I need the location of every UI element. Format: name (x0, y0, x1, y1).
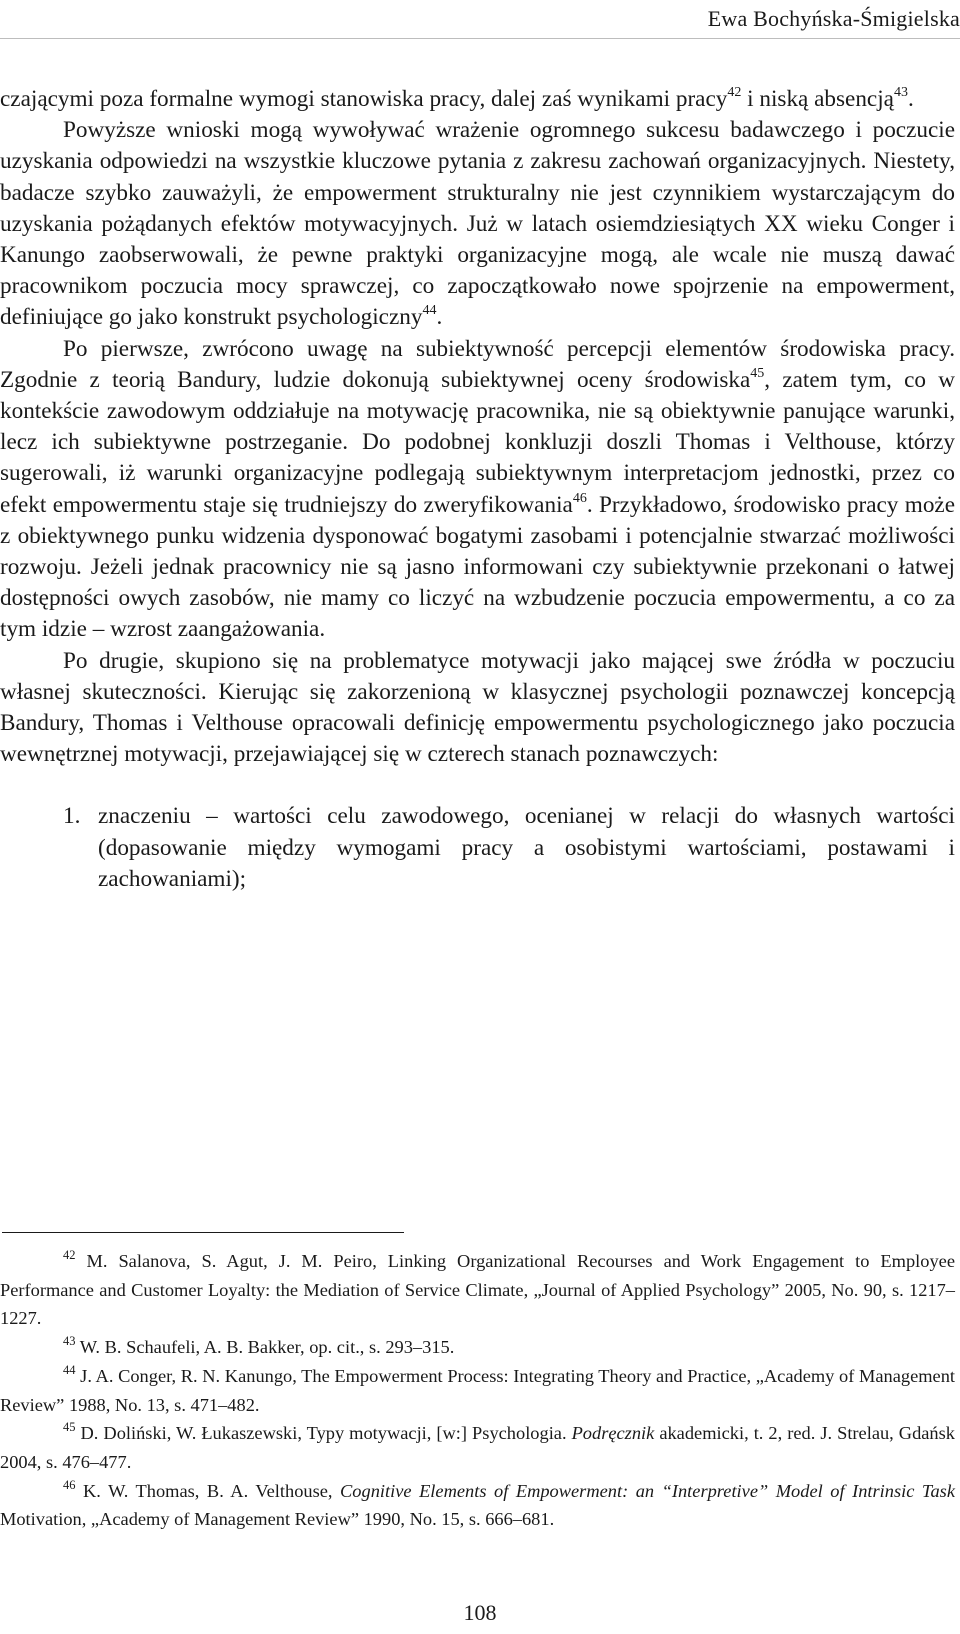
footnote-text: D. Doliński, W. Łukaszewski, Typy motywacji, [w:] Psychologia. (75, 1423, 572, 1444)
paragraph-3-text: Po pierwsze, zwrócono uwagę na subiektywność percepcji elementów środowiska pracy. Zgodnie z teorią Bandury, ludzie dokonują subiektywnej oceny środowiska (0, 335, 955, 393)
footnote-number: 42 (63, 1248, 76, 1262)
footnotes (0, 1247, 955, 1534)
list-item-number: 1. (63, 803, 81, 830)
footnote-ref-46[interactable]: 46 (572, 490, 587, 506)
footnote-ref-44[interactable]: 44 (422, 303, 437, 319)
footnote-text: K. W. Thomas, B. A. Velthouse, (75, 1480, 341, 1501)
paragraph-1-text: czającymi poza formalne wymogi stanowiska pracy, dalej zaś wynikami pracy (0, 86, 728, 112)
paragraph-4 (0, 646, 955, 771)
main-text (0, 84, 955, 895)
footnote-text: M. Salanova, S. Agut, J. M. Peiro, Linking Organizational Recourses and Work Engagement to Employee Performance and Customer Loyalty: the Mediation of Service Climate, „Journal of Applied Psychology” 2005, No. 90, s. 1217–1227. (0, 1251, 955, 1329)
footnote-text-2: akademicki, t. 2, red. J. Strelau, Gdańsk 2004, s. 476–477. (0, 1423, 955, 1472)
paragraph-1-text-2: i niską absencją (741, 86, 894, 112)
paragraph-3-text-2: , zatem tym, co w kontekście zawodowym oddziałuje na motywację pracownika, nie są obiektywnie panujące warunki, lecz ich subiektywne postrzeganie. Do podobnej konkluzji doszli Thomas i Velthouse, którzy sugerowali, iż warunki organizacyjne podlegają subiektywnym interpretacjom jednostki, przez co efekt empowermentu staje się trudniejszy do zweryfikowania (0, 366, 955, 518)
footnote-text: J. A. Conger, R. N. Kanungo, The Empowerment Process: Integrating Theory and Practice, „Academy of Management Review” 1988, No. 13, s. 471–482. (0, 1365, 955, 1415)
footnote-number: 46 (63, 1477, 76, 1492)
list-item-text: znaczeniu – wartości celu zawodowego, ocenianej w relacji do własnych wartości (dopasowanie między wymogami pracy a osobistymi wartościami, postawami i zachowaniami); (98, 803, 955, 892)
footnote-number: 44 (63, 1362, 76, 1377)
footnote-45 (0, 1419, 955, 1476)
footnote-text-2: Motivation, „Academy of Management Review” 1990, No. 15, s. 666–681. (0, 1509, 555, 1530)
paragraph-4-text: Po drugie, skupiono się na problematyce motywacji jako mającej swe źródła w poczuciu własnej skuteczności. Kierując się zakorzenioną w klasycznej psychologii poznawczej koncepcją Bandury, Thomas i Velthouse opracowali definicję empowermentu psychologicznego jako poczucia wewnętrznej motywacji, przejawiającej się w czterech stanach poznawczych: (0, 647, 955, 768)
running-header (0, 0, 960, 42)
footnote-ref-42[interactable]: 42 (727, 85, 742, 100)
footnote-43 (0, 1333, 955, 1362)
footnote-number: 43 (63, 1334, 76, 1349)
footnote-46 (0, 1477, 955, 1534)
paragraph-3-text-3: . Przykładowo, środowisko pracy może z obiektywnego punku widzenia dysponować bogatymi zasobami i potencjalnie stwarzać możliwości rozwoju. Jeżeli jednak pracownicy nie są jasno informowani czy subiektywnie przekonani o łatwej dostępności owych zasobów, nie mamy co liczyć na wzbudzenie poczucia empowermentu, a co za tym idzie – wzrost zaangażowania. (0, 491, 955, 643)
paragraph-1-text-3: . (907, 86, 914, 112)
paragraph-1 (0, 84, 955, 115)
footnote-number: 45 (63, 1420, 76, 1435)
numbered-list (0, 801, 955, 895)
list-item (0, 801, 955, 895)
paragraph-3 (0, 334, 955, 646)
footnote-divider (2, 1232, 404, 1233)
page-number: 108 (463, 1600, 497, 1625)
header-author: Ewa Bochyńska-Śmigielska (707, 6, 960, 31)
footnote-italic-title: Podręcznik (571, 1423, 655, 1444)
paragraph-2 (0, 115, 955, 333)
footnote-44 (0, 1362, 955, 1419)
footnote-italic-title: Cognitive Elements of Empowerment: an “Interpretive” Model of Intrinsic Task (340, 1480, 955, 1501)
header-divider (0, 38, 960, 39)
footnote-text: W. B. Schaufeli, A. B. Bakker, op. cit., s. 293–315. (75, 1337, 455, 1358)
footnote-42 (0, 1247, 955, 1333)
paragraph-2-text: Powyższe wnioski mogą wywoływać wrażenie ogromnego sukcesu badawczego i poczucie uzyskania odpowiedzi na wszystkie kluczowe pytania z zakresu zachowań organizacyjnych. Niestety, badacze szybko zauważyli, że empowerment strukturalny nie jest czynnikiem wystarczającym do uzyskania pożądanych efektów motywacyjnych. Już w latach osiemdziesiątych XX wieku Conger i Kanungo zaobserwowali, że pewne praktyki organizacyjne mogą, ale wcale nie muszą dawać pracownikom poczucia mocy sprawczej, co zapoczątkowało nowe spojrzenie na empowerment, definiujące go jako konstrukt psychologiczny (0, 117, 955, 331)
paragraph-2-text-2: . (436, 304, 443, 331)
footnote-ref-45[interactable]: 45 (750, 365, 765, 381)
footnote-ref-43[interactable]: 43 (893, 85, 908, 100)
